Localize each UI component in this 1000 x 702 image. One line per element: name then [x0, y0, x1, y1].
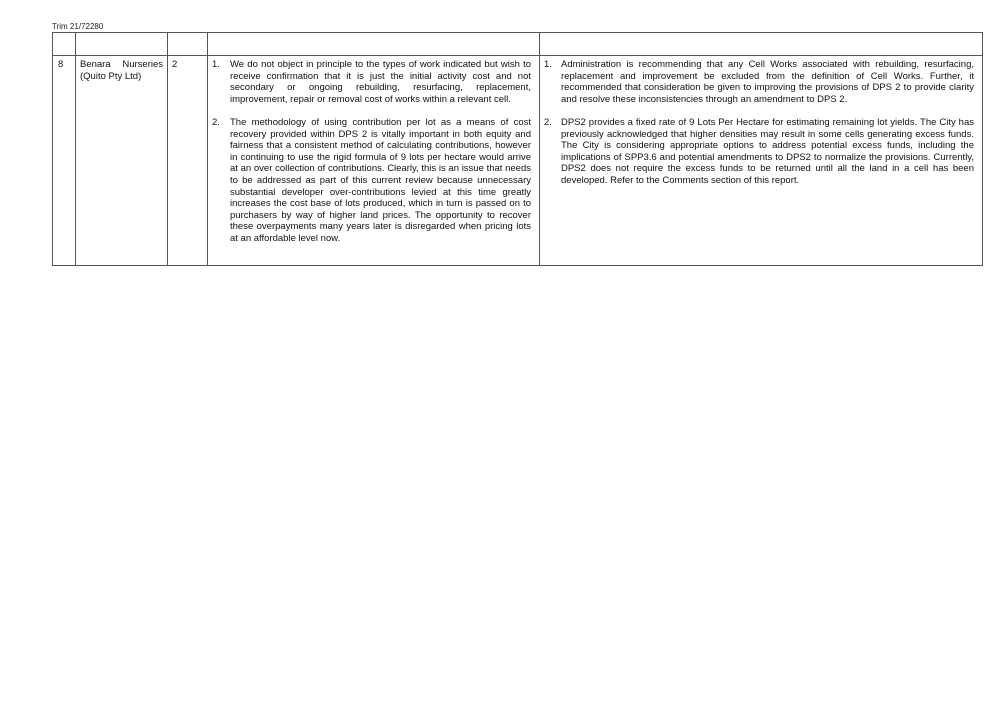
response-cell [540, 56, 983, 266]
submitter-cell [76, 56, 168, 266]
ref-value: 2 [172, 59, 178, 70]
response-item-text: DPS2 provides a fixed rate of 9 Lots Per Hectare for estimating remaining lot yields. The City has previously acknowledged that higher densities may result in some cells generating excess funds. The City is considering appropriate options to address potential excess funds, including the implications of SPP3.6 and potential amendments to DPS2 to normalize the provisions. Currently, DPS2 does not require the excess funds to be returned until all the land in a cell has been developed. Refer to the Comments section of this report. [561, 116, 974, 186]
submission-item [208, 117, 535, 245]
row-number-cell [53, 56, 76, 266]
submission-list [208, 59, 535, 245]
response-item-number: 1. [544, 59, 552, 70]
submission-item-number: 2. [212, 116, 220, 128]
response-item-text: Administration is recommending that any Cell Works associated with rebuilding, resurfacing, replacement and improvement be excluded from the definition of Cell Works. Further, it recommended that consideration be given to improving the provisions of DPS 2 to provide clarity and resolve these inconsistencies through an amendment to DPS 2. [561, 59, 974, 105]
header-cell-submission [208, 33, 540, 56]
submission-item-text: We do not object in principle to the types of work indicated but wish to receive confirmation that it is just the initial activity cost and not secondary or ongoing rebuilding, resurfacing, replacement, improvement, repair or removal cost of works within a relevant cell. [230, 59, 531, 105]
submission-item [208, 59, 535, 105]
header-cell-ref [168, 33, 208, 56]
response-item-number: 2. [544, 116, 552, 128]
response-item [540, 59, 978, 105]
header-cell-response [540, 33, 983, 56]
header-row [53, 33, 983, 56]
submitter-name: Benara Nurseries (Quito Pty Ltd) [80, 59, 163, 82]
submission-item-number: 1. [212, 59, 220, 70]
trim-reference: Trim 21/72280 [52, 22, 104, 31]
submission-item-text: The methodology of using contribution per lot as a means of cost recovery provided within DPS 2 is vitally important in both equity and fairness that a consistent method of calculating contributions, however in continuing to use the rigid formula of 9 lots per hectare would arrive at an over collection of contributions. Clearly, this is an issue that needs to be addressed as part of this current review because unnecessary substantial developer over-contributions levied at this time greatly increases the cost base of lots produced, which in turn is passed on to purchasers by way of higher land prices. The opportunity to recover these overpayments many years later is disregarded when pricing lots at an affordable level now. [230, 116, 531, 244]
response-item [540, 117, 978, 187]
table-row [53, 56, 983, 266]
header-cell-number [53, 33, 76, 56]
response-list [540, 59, 978, 187]
header-cell-submitter [76, 33, 168, 56]
row-number: 8 [58, 59, 64, 70]
submissions-table [52, 32, 983, 266]
ref-cell [168, 56, 208, 266]
submission-cell [208, 56, 540, 266]
